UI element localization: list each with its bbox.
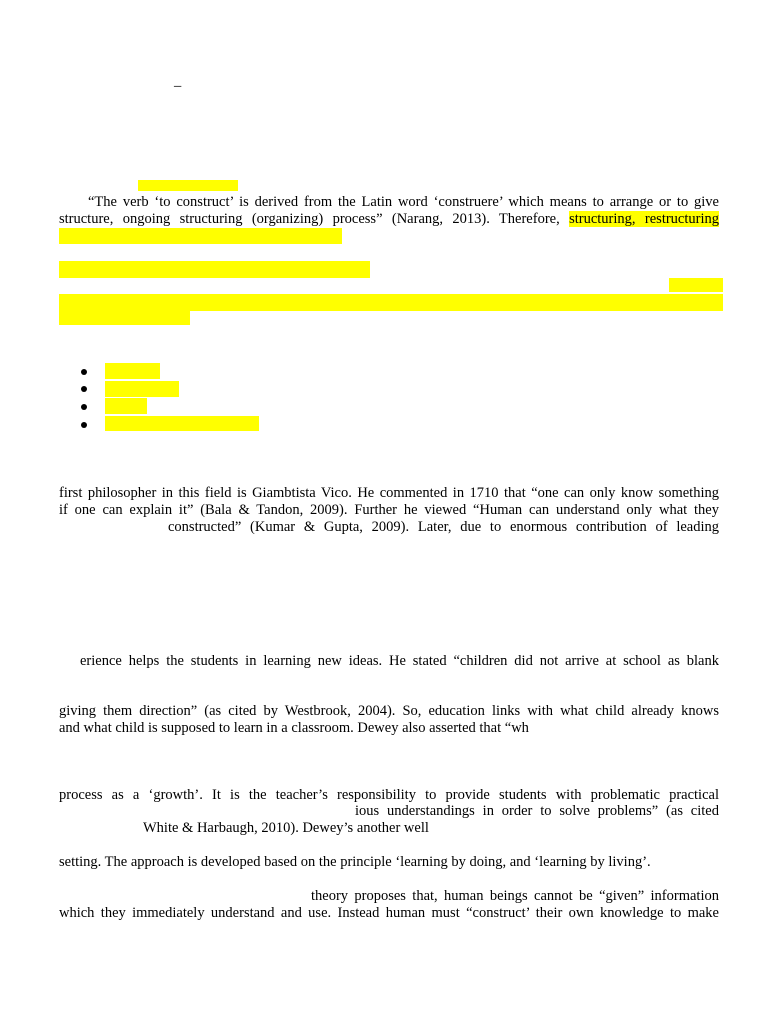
paragraph-2-line-2: if one can explain it” (Bala & Tandon, 2009). Further he viewed “Human can understand only what they xyxy=(59,502,719,518)
highlight-block xyxy=(669,278,723,292)
paragraph-4-line-1: process as a ‘growth’. It is the teacher’s responsibility to provide students with problematic practical xyxy=(59,787,719,803)
paragraph-4-line-3: White & Harbaugh, 2010). Dewey’s another well xyxy=(143,820,429,836)
highlight-block xyxy=(59,261,370,278)
highlight-block xyxy=(138,180,238,191)
paragraph-3-line-2: giving them direction” (as cited by Westbrook, 2004). So, education links with what child already knows xyxy=(59,703,719,719)
bullet-dot xyxy=(81,422,87,428)
paragraph-1-line-2-text: structure, ongoing structuring (organizing) process” (Narang, 2013). Therefore, xyxy=(59,211,560,227)
header-dash: – xyxy=(174,78,182,94)
highlight-list-item xyxy=(105,398,147,414)
paragraph-5-line-1: theory proposes that, human beings cannot be “given” information xyxy=(311,888,719,904)
paragraph-1-line-1: “The verb ‘to construct’ is derived from the Latin word ‘construere’ which means to arrange or to give xyxy=(88,194,719,210)
highlight-list-item xyxy=(105,381,179,397)
paragraph-4-line-4: setting. The approach is developed based on the principle ‘learning by doing, and ‘learning by living’. xyxy=(59,854,651,870)
highlight-block xyxy=(59,311,190,325)
bullet-dot xyxy=(81,369,87,375)
bullet-dot xyxy=(81,386,87,392)
paragraph-4-line-2: ious understandings in order to solve problems” (as cited xyxy=(355,803,719,819)
paragraph-3-line-1: erience helps the students in learning new ideas. He stated “children did not arrive at school as blank xyxy=(80,653,719,669)
highlight-block xyxy=(59,228,342,244)
paragraph-2-line-1: first philosopher in this field is Giambtista Vico. He commented in 1710 that “one can only know something xyxy=(59,485,719,501)
highlighted-text: structuring, restructuring xyxy=(569,211,719,227)
highlight-list-item xyxy=(105,416,259,431)
paragraph-2-line-3: constructed” (Kumar & Gupta, 2009). Later, due to enormous contribution of leading xyxy=(168,519,719,535)
highlight-block xyxy=(59,294,723,311)
bullet-dot xyxy=(81,404,87,410)
paragraph-5-line-2: which they immediately understand and use. Instead human must “construct’ their own knowledge to make xyxy=(59,905,719,921)
paragraph-1-line-2 xyxy=(59,211,719,228)
paragraph-3-line-3: and what child is supposed to learn in a classroom. Dewey also asserted that “wh xyxy=(59,720,529,736)
highlight-list-item xyxy=(105,363,160,379)
